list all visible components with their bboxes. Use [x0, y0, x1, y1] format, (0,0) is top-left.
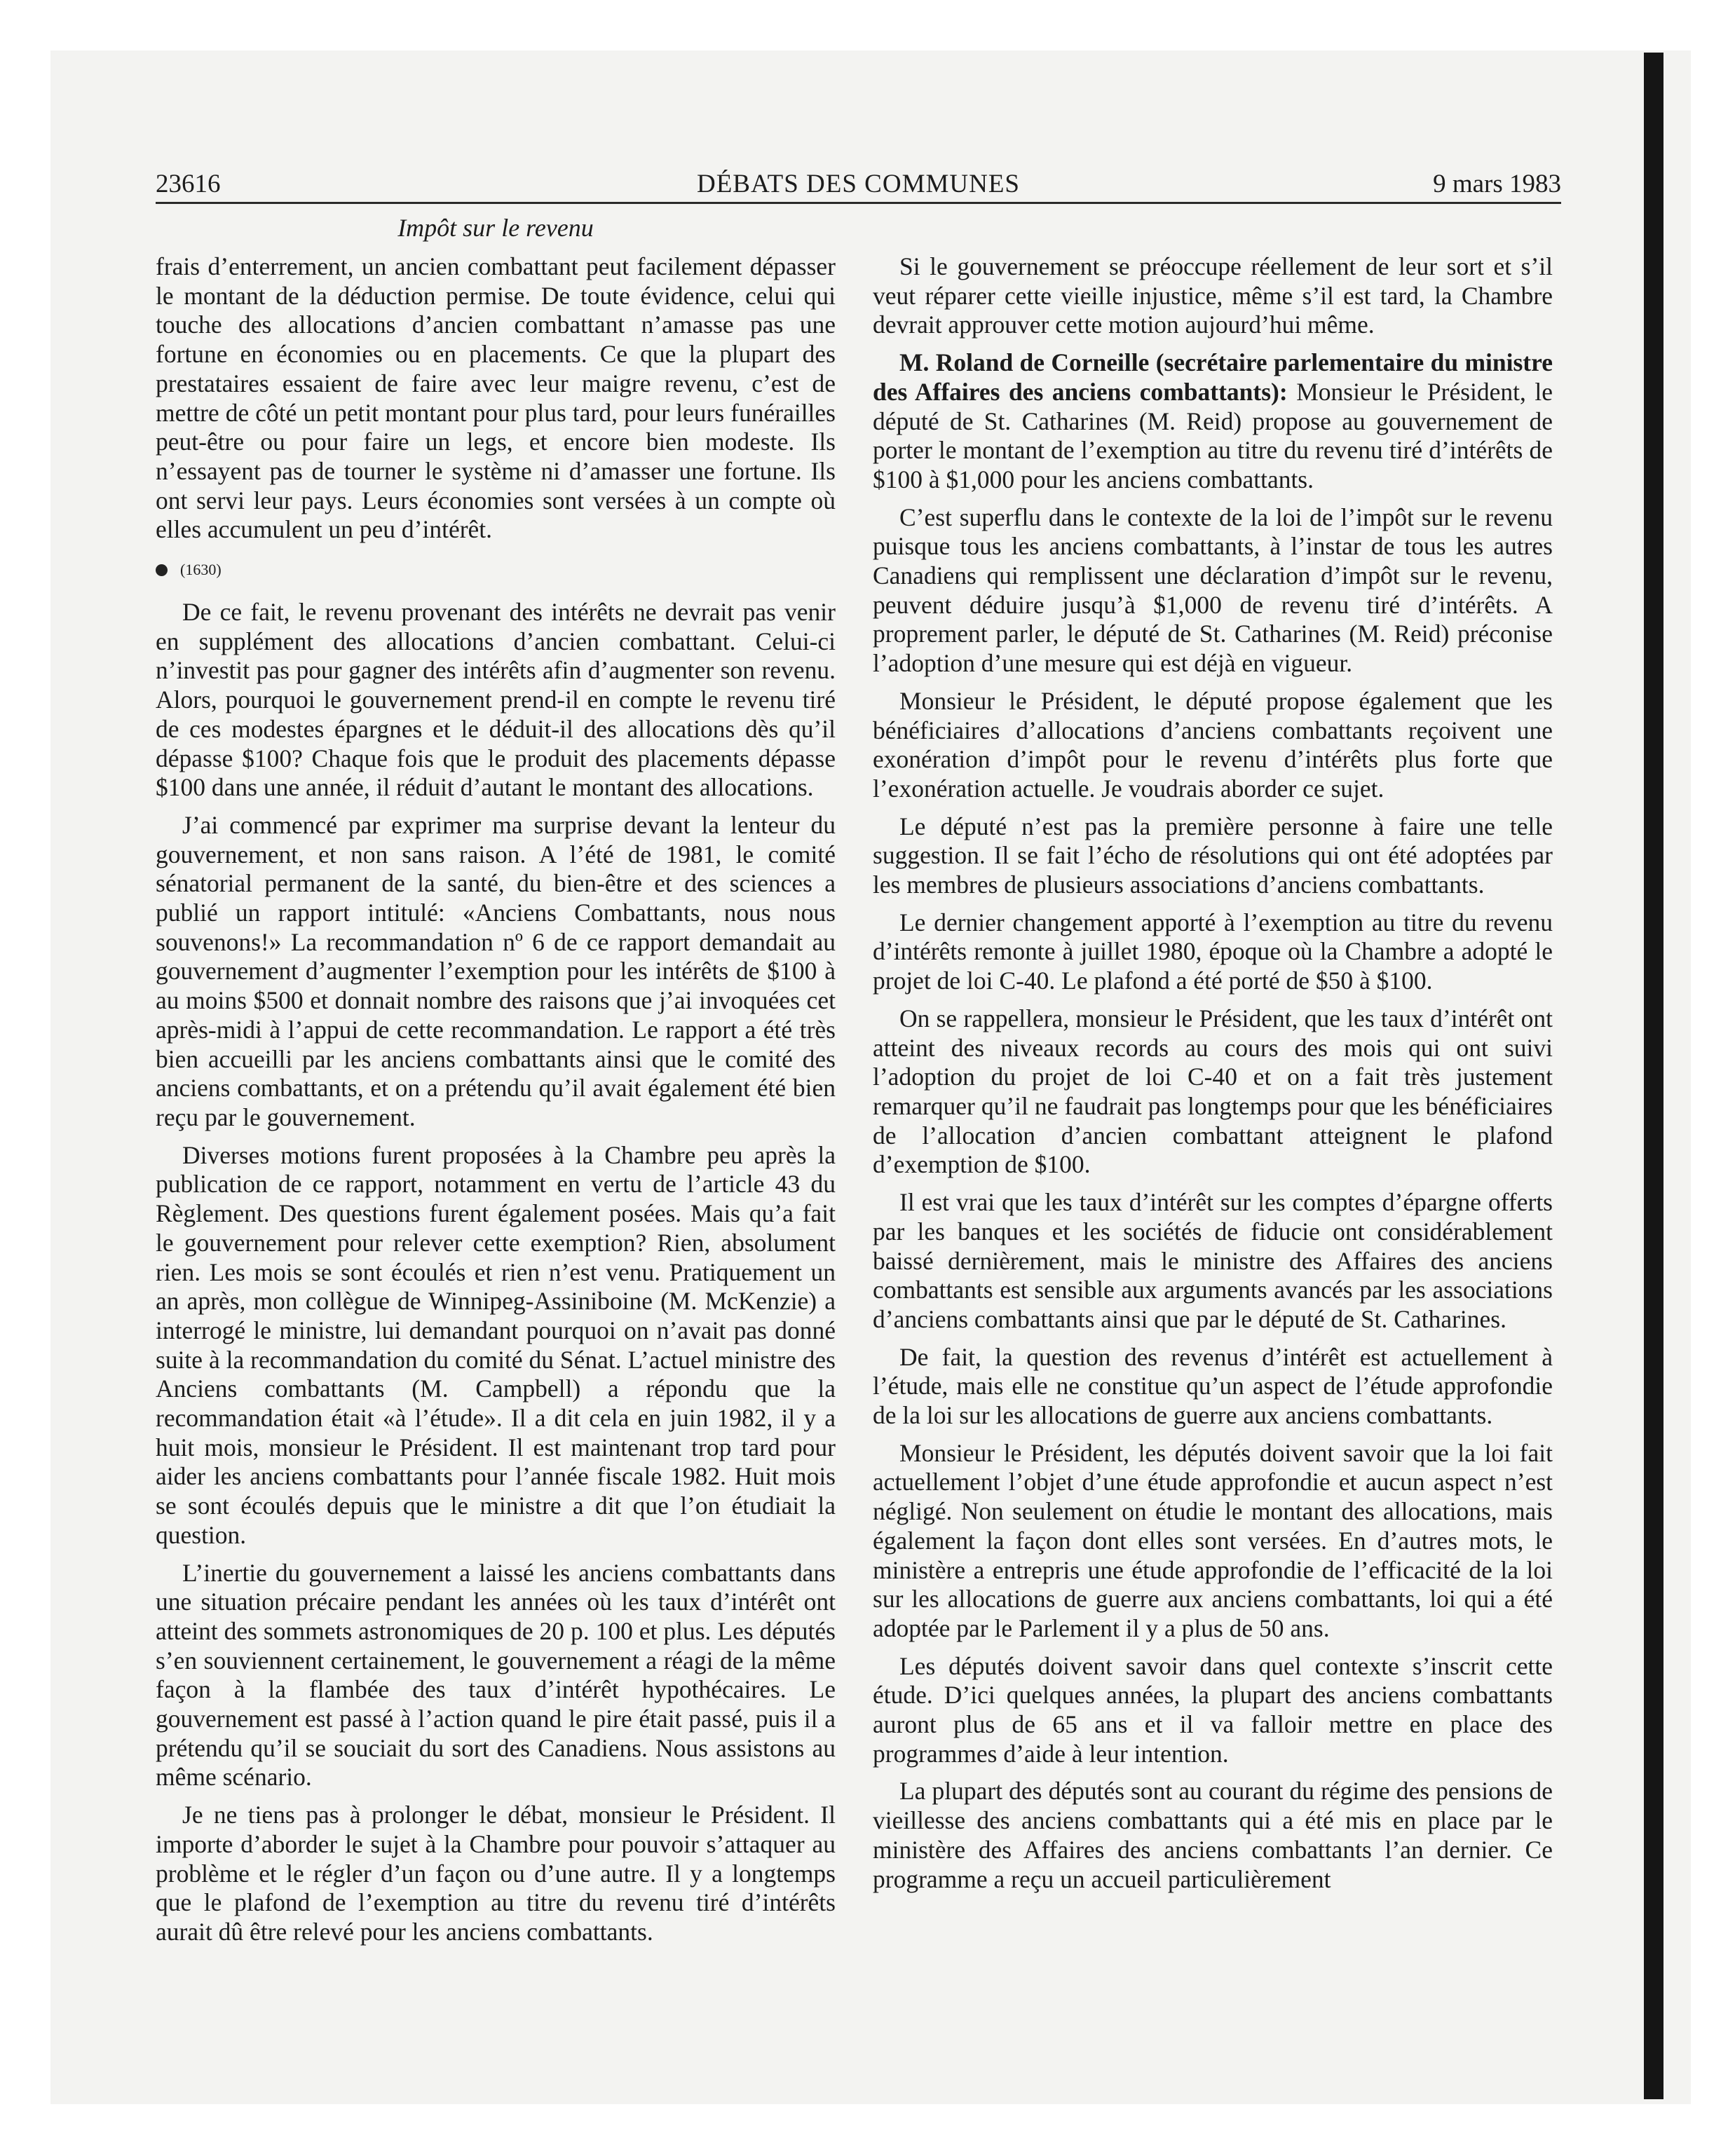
paragraph: Diverses motions furent proposées à la Chambre peu après la publication de ce rapport, notamment en vertu de l’article 43 du Règlement. Des questions furent également posées. Mais qu’a fait le gouvernement pour relever cette exemption? Rien, absolument rien. Les mois se sont écoulés et rien n’est venu. Pratiquement un an après, mon collègue de Winnipeg-Assiniboine (M. McKenzie) a interrogé le ministre, lui demandant pourquoi on n’avait pas donné suite à la recommandation du comité du Sénat. L’actuel ministre des Anciens combattants (M. Campbell) a répondu que la recommandation était «à l’étude». Il a dit cela en juin 1982, il y a huit mois, monsieur le Président. Il est maintenant trop tard pour aider les anciens combattants pour l’année fiscale 1982. Huit mois se sont écoulés depuis que le ministre a dit que l’on étudiait la question. — [156, 1140, 836, 1549]
paragraph: Les députés doivent savoir dans quel contexte s’inscrit cette étude. D’ici quelques années, la plupart des anciens combattants auront plus de 65 ans et il va falloir mettre en place des programmes d’aide à leur intention. — [873, 1651, 1553, 1768]
speaker-text: Monsieur le Président, le député de St. Catharines (M. Reid) propose au gouvernement de porter le montant de l’exemption au titre du revenu tiré d’intérêts de $100 à $1,000 pour les anciens combattants. — [873, 377, 1553, 493]
paragraph: Monsieur le Président, les députés doivent savoir que la loi fait actuellement l’objet d’une étude approfondie et aucun aspect n’est négligé. Non seulement on étudie le montant des allocations, mais également la façon dont elles sont versées. En d’autres mots, le ministère a entrepris une étude approfondie de l’efficacité de la loi sur les allocations de guerre aux anciens combattants, loi qui a été adoptée par le Parlement il y a plus de 50 ans. — [873, 1438, 1553, 1642]
page-number: 23616 — [156, 170, 221, 198]
speaker-paragraph — [873, 348, 1553, 495]
paragraph: De ce fait, le revenu provenant des intérêts ne devrait pas venir en supplément des allocations d’ancien combattant. Celui-ci n’investit pas pour gagner des intérêts afin d’augmenter son revenu. Alors, pourquoi le gouvernement prend-il en compte le revenu tiré de ces modestes épargnes et le déduit-il des allocations dès qu’il dépasse $100? Chaque fois que le produit des placements dépasse $100 dans une année, il réduit d’autant le montant des allocations. — [156, 598, 836, 802]
time-marker-label: (1630) — [180, 561, 222, 579]
paragraph: Le dernier changement apporté à l’exemption au titre du revenu d’intérêts remonte à juillet 1980, époque où la Chambre a adopté le projet de loi C-40. Le plafond a été porté de $50 à $100. — [873, 908, 1553, 995]
header-date: 9 mars 1983 — [1433, 170, 1561, 198]
paragraph: frais d’enterrement, un ancien combattant peut facilement dépasser le montant de la déduction permise. De toute évidence, celui qui touche des allocations d’ancien combattant n’amasse pas une fortune en économies ou en placements. Ce que la plupart des prestataires essaient de faire avec leur maigre revenu, c’est de mettre de côté un petit montant pour plus tard, pour leurs funérailles peut-être ou pour faire un legs, et encore bien modeste. Ils n’essayent pas de tourner le système ni d’amasser une fortune. Ils ont servi leur pays. Leurs économies sont versées à un compte où elles accumulent un peu d’intérêt. — [156, 252, 836, 544]
paragraph: J’ai commencé par exprimer ma surprise devant la lenteur du gouvernement, et non sans raison. A l’été de 1981, le comité sénatorial permanent de la santé, du bien-être et des sciences a publié un rapport intitulé: «Anciens Combattants, nous nous souvenons!» La recommandation nº 6 de ce rapport demandait au gouvernement d’augmenter l’exemption pour les intérêts de $100 à au moins $500 et donnait nombre des raisons que j’ai invoquées cet après-midi à l’appui de cette recommandation. Le rapport a été très bien accueilli par les anciens combattants ainsi que le comité des anciens combattants, et on a prétendu qu’il avait également été bien reçu par le gouvernement. — [156, 810, 836, 1131]
speaker-name: M. Roland de Corneille (secrétaire parlementaire du ministre des Affaires des anciens combattants): — [873, 348, 1553, 406]
journal-title: DÉBATS DES COMMUNES — [696, 170, 1020, 198]
paragraph: C’est superflu dans le contexte de la loi de l’impôt sur le revenu puisque tous les anciens combattants, à l’instar de tous les autres Canadiens qui remplissent une déclaration d’impôt sur le revenu, peuvent déduire jusqu’à $1,000 de revenu tiré d’intérêts. A proprement parler, le député de St. Catharines (M. Reid) préconise l’adoption d’une mesure qui est déjà en vigueur. — [873, 503, 1553, 678]
time-marker — [156, 557, 836, 582]
paragraph: Il est vrai que les taux d’intérêt sur les comptes d’épargne offerts par les banques et les sociétés de fiducie ont considérablement baissé dernièrement, mais le ministre des Affaires des anciens combattants est sensible aux arguments avancés par les associations d’anciens combattants ainsi que par le député de St. Catharines. — [873, 1188, 1553, 1333]
paragraph: L’inertie du gouvernement a laissé les anciens combattants dans une situation précaire pendant les années où les taux d’intérêt ont atteint des sommets astronomiques de 20 p. 100 et plus. Les députés s’en souviennent certainement, le gouvernement a réagi de la même façon à la flambée des taux d’intérêt hypothécaires. Le gouvernement est passé à l’action quand le pire était passé, puis il a prétendu qu’il se souciait du sort des Canadiens. Nous assistons au même scénario. — [156, 1558, 836, 1792]
paragraph: Si le gouvernement se préoccupe réellement de leur sort et s’il veut réparer cette vieille injustice, même s’il est tard, la Chambre devrait approuver cette motion aujourd’hui même. — [873, 252, 1553, 339]
paragraph: De fait, la question des revenus d’intérêt est actuellement à l’étude, mais elle ne constitue qu’un aspect de l’étude approfondie de la loi sur les allocations de guerre aux anciens combattants. — [873, 1342, 1553, 1430]
page-header — [156, 167, 1561, 204]
section-title: Impôt sur le revenu — [397, 214, 594, 242]
paragraph: La plupart des députés sont au courant du régime des pensions de vieillesse des anciens combattants qui a été mis en place par le ministère des Affaires des anciens combattants l’an dernier. Ce programme a reçu un accueil particulièrement — [873, 1777, 1553, 1893]
paragraph: On se rappellera, monsieur le Président, que les taux d’intérêt ont atteint des niveaux records au cours des mois qui ont suivi l’adoption du projet de loi C-40 et on a fait très justement remarquer qu’il ne faudrait pas longtemps pour que les bénéficiaires de l’allocation d’ancien combattant atteignent le plafond d’exemption de $100. — [873, 1004, 1553, 1179]
paragraph: Je ne tiens pas à prolonger le débat, monsieur le Président. Il importe d’aborder le sujet à la Chambre pour pouvoir s’attaquer au problème et le régler d’un façon ou d’une autre. Il y a longtemps que le plafond de l’exemption au titre du revenu tiré d’intérêts aurait dû être relevé pour les anciens combattants. — [156, 1801, 836, 1946]
right-column — [873, 252, 1553, 1902]
paragraph: Le député n’est pas la première personne à faire une telle suggestion. Il se fait l’écho de résolutions qui ont été adoptées par les membres de plusieurs associations d’anciens combattants. — [873, 812, 1553, 899]
scan-edge-bar — [1644, 53, 1663, 2099]
bullet-icon — [156, 564, 168, 576]
left-column — [156, 252, 836, 1956]
paragraph: Monsieur le Président, le député propose également que les bénéficiaires d’allocations d’anciens combattants reçoivent une exonération d’impôt pour le revenu d’intérêts plus forte que l’exonération actuelle. Je voudrais aborder ce sujet. — [873, 686, 1553, 803]
